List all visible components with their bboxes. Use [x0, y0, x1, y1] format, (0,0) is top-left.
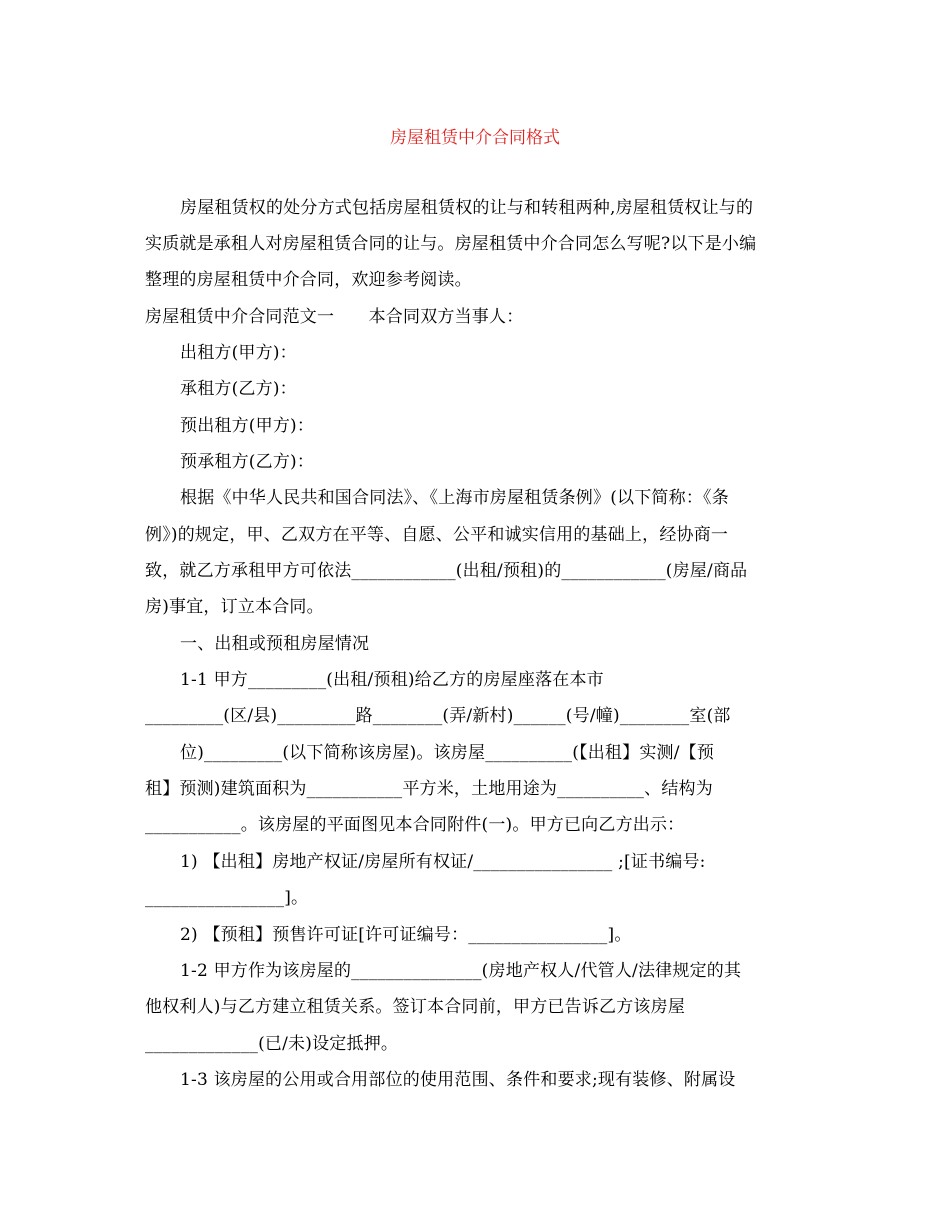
clause-line: _____________(已/未)设定抵押。 — [145, 1034, 399, 1054]
document-title: 房屋租赁中介合同格式 — [390, 128, 560, 148]
party-line: 预出租方(甲方)： — [180, 416, 315, 436]
clause-line: _________(区/县)_________路________(弄/新村)______(号/幢)________室(部 — [145, 706, 731, 726]
paragraph-line: 根据《中华人民共和国合同法》、《上海市房屋租赁条例》(以下简称：《条 — [180, 488, 729, 508]
paragraph-line: 整理的房屋租赁中介合同，欢迎参考阅读。 — [145, 270, 472, 290]
section-heading-line: 一、出租或预租房屋情况 — [180, 634, 370, 654]
section-heading-line: 房屋租赁中介合同范文一 本合同双方当事人： — [145, 307, 524, 327]
clause-line: 2) 【预租】预售许可证[许可证编号：________________]。 — [180, 925, 632, 945]
paragraph-line: 致，就乙方承租甲方可依法____________(出租/预租)的____________(房屋/商品 — [145, 561, 748, 581]
clause-line: 位)_________(以下简称该房屋)。该房屋__________(【出租】实测/【预 — [180, 743, 715, 763]
party-line: 承租方(乙方)： — [180, 379, 297, 399]
paragraph-line: 例》)的规定，甲、乙双方在平等、自愿、公平和诚实信用的基础上，经协商一 — [145, 525, 729, 545]
paragraph-line: 实质就是承租人对房屋租赁合同的让与。房屋租赁中介合同怎么写呢?以下是小编 — [145, 234, 757, 254]
clause-line: 1) 【出租】房地产权证/房屋所有权证/________________ ;[证书编号: — [180, 852, 706, 872]
paragraph-line: 房屋租赁权的处分方式包括房屋租赁权的让与和转租两种,房屋租赁权让与的 — [180, 198, 754, 218]
clause-line: 租】预测)建筑面积为___________平方米，土地用途为__________、结构为 — [145, 779, 713, 799]
clause-line: ________________]。 — [145, 888, 309, 908]
party-line: 预承租方(乙方)： — [180, 452, 315, 472]
clause-line: 他权利人)与乙方建立租赁关系。签订本合同前，甲方已告诉乙方该房屋 — [145, 997, 686, 1017]
paragraph-line: 房)事宜，订立本合同。 — [145, 597, 324, 617]
party-line: 出租方(甲方)： — [180, 343, 297, 363]
clause-line: 1-1 甲方_________(出租/预租)给乙方的房屋座落在本市 — [180, 670, 604, 690]
clause-line: 1-2 甲方作为该房屋的_______________(房地产权人/代管人/法律规定的其 — [180, 961, 742, 981]
clause-line: ___________。该房屋的平面图见本合同附件(一)。甲方已向乙方出示： — [145, 815, 685, 835]
clause-line: 1-3 该房屋的公用或合用部位的使用范围、条件和要求;现有装修、附属设 — [180, 1070, 736, 1090]
